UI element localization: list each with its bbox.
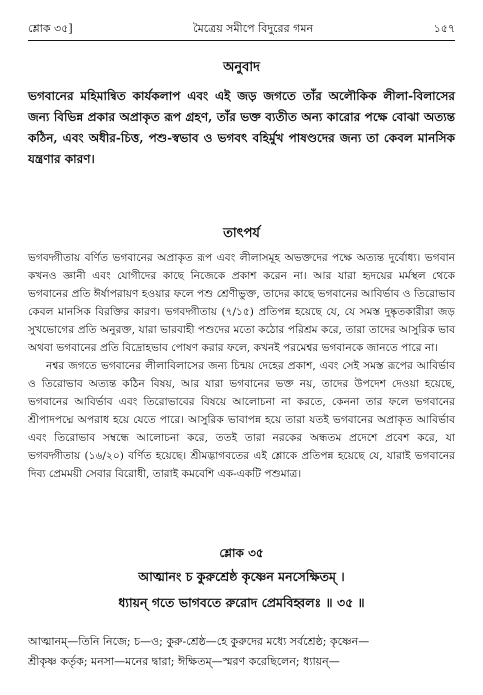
verse-line-1: আত্মানং চ কুরুশ্রেষ্ঠ কৃষ্ণেন মনসেক্ষিতম্ । bbox=[138, 569, 345, 584]
synonyms-line: শ্রীকৃষ্ণ কর্তৃক; মনসা—মনের দ্বারা; ঈক্ষিতম্—স্মরণ করেছিলেন; ধ্যায়ন্— bbox=[28, 655, 340, 668]
word-for-word-synonyms bbox=[28, 632, 455, 672]
purport-paragraph: ভগবদ্গীতায় বর্ণিত ভগবানের অপ্রাকৃত রূপ এবং লীলাসমূহ অভক্তদের পক্ষে অত্যন্ত দুর্বোধ্য। ভগবান কখনও জ্ঞানী এবং যোগীদের কাছে নিজেকে প্রকাশ করেন না। আর যারা হৃদয়ের মর্মস্থল থেকে ভগবানের প্রতি ঈর্ষাপরায়ণ হওয়ার ফলে পশু শ্রেণীভুক্ত, তাদের কাছে ভগবানের আবির্ভাব ও তিরোভাব কেবল মানসিক বিরক্তির কারণ। ভগবদ্গীতায় (৭/১৫) প্রতিপন্ন হয়েছে যে, যে সমস্ত দুষ্কৃতকারীরা জড় সুখভোগের প্রতি অনুরক্ত, যারা ভারবাহী পশুদের মতো কঠোর পরিশ্রম করে, তারা তাদের আসুরিক ভাব অথবা ভগবানের প্রতি বিদ্রোহভাব পোষণ করার ফলে, কখনই পরমেশ্বর ভগবানকে জানতে পারে না। bbox=[28, 252, 455, 354]
page-number: ১৫৭ bbox=[433, 22, 455, 35]
purport-paragraph: নশ্বর জগতে ভগবানের লীলাবিলাসের জন্য চিন্ময় দেহের প্রকাশ, এবং সেই সমস্ত রূপের আবির্ভাব ও তিরোভাব অত্যন্ত কঠিন বিষয়, আর যারা ভগবানের ভক্ত নয়, তাদের উপদেশ দেওয়া হয়েছে, ভগবানের আবির্ভাব এবং তিরোভাবের বিষয়ে আলোচনা না করতে, কেননা তার ফলে ভগবানের শ্রীপাদপদ্মে অপরাধ হয়ে যেতে পারে। আসুরিক ভাবাপন্ন হয়ে তারা যতই ভগবানের অপ্রাকৃত আবির্ভাব এবং তিরোভাব সম্বন্ধে আলোচনা করে, ততই তারা নরকের অন্ধতম প্রদেশে প্রবেশ করে, যা ভগবদ্গীতায় (১৬/২০) বর্ণিত হয়েছে। শ্রীমদ্ভাগবতের এই শ্লোকে প্রতিপন্ন হয়েছে যে, যারাই ভগবানের দিব্য প্রেমময়ী সেবার বিরোধী, তারাই কমবেশি এক-একটি পশুমাত্র। bbox=[28, 360, 455, 480]
chapter-title: মৈত্রেয় সমীপে বিদুরের গমন bbox=[193, 22, 314, 35]
header-rule bbox=[28, 40, 455, 41]
running-header bbox=[28, 20, 455, 39]
translation-heading: অনুবাদ bbox=[223, 60, 260, 75]
verse-reference: শ্লোক ৩৫] bbox=[28, 22, 73, 35]
translation-text: ভগবানের মহিমান্বিত কার্যকলাপ এবং এই জড় জগতে তাঁর অলৌকিক লীলা-বিলাসের জন্য বিভিন্ন প্রকার অপ্রাকৃত রূপ গ্রহণ, তাঁর ভক্ত ব্যতীত অন্য কারোর পক্ষে বোঝা অত্যন্ত কঠিন, এবং অধীর-চিত্ত, পশু-স্বভাব ও ভগবৎ বহির্মুখ পাষণ্ডদের জন্য তা কেবল মানসিক যন্ত্রণার কারণ। bbox=[28, 89, 455, 166]
purport-heading: তাৎপর্য bbox=[223, 226, 260, 241]
purport-body bbox=[28, 249, 455, 483]
verse-line-2: ধ্যায়ন্ গতে ভাগবতে রুরোদ প্রেমবিহ্বলঃ ॥ ৩৫ ॥ bbox=[118, 595, 365, 610]
synonyms-line: আত্মানম্—তিনি নিজে; চ—ও; কুরু-শ্রেষ্ঠ—হে কুরুদের মধ্যে সর্বশ্রেষ্ঠ; কৃষ্ণেন— bbox=[28, 635, 370, 648]
verse-title: শ্লোক ৩৫ bbox=[219, 546, 264, 560]
